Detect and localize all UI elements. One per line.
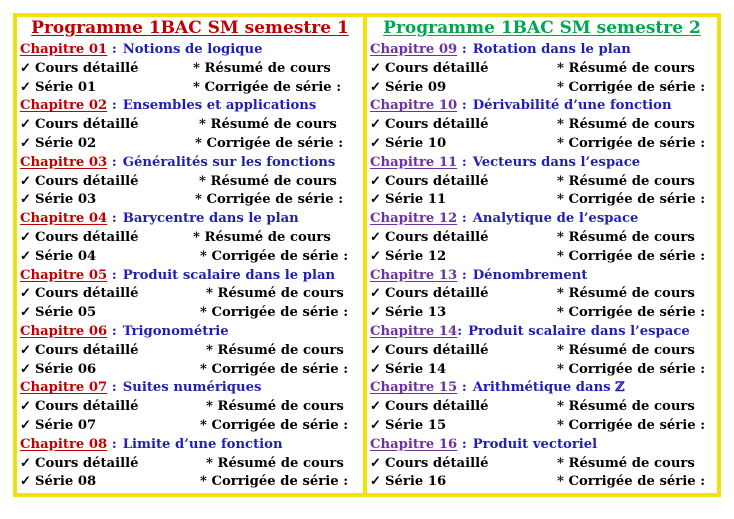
chapter-name[interactable]: Ensembles et applications [122, 98, 317, 114]
check-mark-icon: ✓ [20, 361, 32, 377]
chapter-colon: : [107, 436, 117, 452]
chapter-name[interactable]: Rotation dans le plan [472, 42, 631, 57]
semester-2-chapters [367, 41, 717, 492]
cours-detaille-link[interactable]: Cours détaillé [35, 286, 139, 302]
chapter-heading [17, 210, 363, 229]
check-mark-icon: ✓ [20, 248, 32, 264]
check-mark-icon: ✓ [370, 361, 382, 377]
serie-link[interactable]: Série 14 [385, 361, 447, 377]
cours-line [17, 342, 363, 361]
chapter-heading [367, 97, 717, 116]
check-mark-icon: ✓ [20, 79, 32, 95]
cours-line [367, 116, 717, 135]
serie-link[interactable]: Série 15 [385, 417, 447, 433]
cours-line [367, 173, 717, 192]
corrigee-de-serie-link[interactable]: * Corrigée de série : [200, 417, 349, 433]
cours-line [17, 173, 363, 192]
resume-de-cours-link[interactable]: * Résumé de cours [206, 455, 344, 471]
serie-line [367, 191, 717, 210]
cours-line [367, 60, 717, 79]
chapter-name[interactable]: Vecteurs dans l’espace [472, 154, 641, 170]
corrigee-de-serie-link[interactable]: * Corrigée de série : [200, 474, 349, 490]
chapter-colon: : [457, 211, 467, 227]
semester-2-column [367, 17, 717, 493]
resume-de-cours-link[interactable]: * Résumé de cours [557, 286, 695, 302]
resume-de-cours-link[interactable]: * Résumé de cours [557, 60, 695, 76]
check-mark-icon: ✓ [370, 417, 382, 433]
corrigee-de-serie-link[interactable]: * Corrigée de série : [200, 305, 349, 321]
semester-2-title: Programme 1BAC SM semestre 2 [383, 18, 701, 38]
check-mark-icon: ✓ [20, 417, 32, 433]
chapter-number[interactable]: Chapitre 04 [20, 211, 108, 227]
cours-detaille-link[interactable]: Cours détaillé [385, 60, 489, 76]
chapter-number[interactable]: Chapitre 10 [370, 98, 458, 114]
resume-de-cours-link[interactable]: * Résumé de cours [206, 399, 344, 415]
serie-line [17, 304, 363, 323]
serie-link[interactable]: Série 05 [35, 305, 97, 321]
serie-line [17, 79, 363, 98]
serie-link[interactable]: Série 01 [35, 79, 97, 95]
cours-line [367, 398, 717, 417]
check-mark-icon: ✓ [370, 455, 382, 471]
check-mark-icon: ✓ [20, 399, 32, 415]
chapter-colon: : [107, 211, 117, 227]
chapter-colon: : [107, 154, 117, 170]
chapter-number[interactable]: Chapitre 07 [20, 380, 108, 396]
corrigee-de-serie-link[interactable]: * Corrigée de série : [557, 192, 706, 208]
chapter-number[interactable]: Chapitre 02 [20, 98, 108, 114]
cours-detaille-link[interactable]: Cours détaillé [385, 286, 489, 302]
serie-line [367, 135, 717, 154]
check-mark-icon: ✓ [370, 399, 382, 415]
cours-detaille-link[interactable]: Cours détaillé [385, 455, 489, 471]
check-mark-icon: ✓ [20, 229, 32, 245]
resume-de-cours-link[interactable]: * Résumé de cours [193, 229, 331, 245]
cours-line [17, 229, 363, 248]
chapter-number[interactable]: Chapitre 08 [20, 436, 108, 452]
chapter-name[interactable]: Produit scalaire dans le plan [122, 267, 336, 283]
cours-line [17, 116, 363, 135]
chapter-colon: : [107, 380, 117, 396]
cours-line [367, 229, 717, 248]
chapter-number[interactable]: Chapitre 12 [370, 211, 458, 227]
check-mark-icon: ✓ [370, 248, 382, 264]
chapter-colon: : [457, 42, 467, 57]
chapter-name[interactable]: Produit vectoriel [472, 436, 598, 452]
chapter-name[interactable]: Analytique de l’espace [472, 211, 639, 227]
chapter-heading [367, 154, 717, 173]
cours-detaille-link[interactable]: Cours détaillé [35, 117, 139, 133]
serie-line [17, 361, 363, 380]
cours-line [17, 455, 363, 474]
resume-de-cours-link[interactable]: * Résumé de cours [193, 60, 331, 76]
chapter-heading [367, 267, 717, 286]
resume-de-cours-link[interactable]: * Résumé de cours [206, 342, 344, 358]
chapter-colon: : [107, 267, 117, 283]
corrigee-de-serie-link[interactable]: * Corrigée de série : [195, 192, 344, 208]
cours-detaille-link[interactable]: Cours détaillé [35, 229, 139, 245]
corrigee-de-serie-link[interactable]: * Corrigée de série : [200, 361, 349, 377]
chapter-name[interactable]: Limite d’une fonction [122, 436, 283, 452]
chapter-number[interactable]: Chapitre 13 [370, 267, 458, 283]
cours-line [367, 285, 717, 304]
cours-detaille-link[interactable]: Cours détaillé [385, 117, 489, 133]
resume-de-cours-link[interactable]: * Résumé de cours [557, 117, 695, 133]
serie-line [17, 248, 363, 267]
chapter-colon: : [457, 380, 467, 396]
program-frame [13, 13, 721, 497]
resume-de-cours-link[interactable]: * Résumé de cours [206, 286, 344, 302]
cours-detaille-link[interactable]: Cours détaillé [35, 342, 139, 358]
serie-line [367, 417, 717, 436]
cours-detaille-link[interactable]: Cours détaillé [385, 399, 489, 415]
chapter-number[interactable]: Chapitre 01 [20, 42, 108, 57]
chapter-heading [17, 323, 363, 342]
chapter-colon: : [457, 323, 463, 339]
chapter-colon: : [107, 42, 117, 57]
check-mark-icon: ✓ [370, 79, 382, 95]
check-mark-icon: ✓ [20, 60, 32, 76]
corrigee-de-serie-link[interactable]: * Corrigée de série : [557, 248, 706, 264]
cours-detaille-link[interactable]: Cours détaillé [385, 229, 489, 245]
cours-line [17, 398, 363, 417]
chapter-heading [17, 41, 363, 60]
chapter-colon: : [107, 323, 117, 339]
chapter-name[interactable]: Suites numériques [122, 380, 262, 396]
serie-link[interactable]: Série 16 [385, 474, 447, 490]
cours-line [17, 285, 363, 304]
chapter-name[interactable]: Barycentre dans le plan [122, 211, 299, 227]
cours-line [367, 455, 717, 474]
check-mark-icon: ✓ [20, 117, 32, 133]
check-mark-icon: ✓ [20, 342, 32, 358]
chapter-colon: : [457, 98, 467, 114]
corrigee-de-serie-link[interactable]: * Corrigée de série : [193, 79, 342, 95]
chapter-number[interactable]: Chapitre 16 [370, 436, 458, 452]
serie-link[interactable]: Série 11 [385, 192, 447, 208]
check-mark-icon: ✓ [370, 342, 382, 358]
cours-detaille-link[interactable]: Cours détaillé [35, 173, 139, 189]
semester-1-chapters [17, 41, 363, 492]
chapter-heading [17, 267, 363, 286]
cours-detaille-link[interactable]: Cours détaillé [385, 342, 489, 358]
serie-link[interactable]: Série 07 [35, 417, 97, 433]
resume-de-cours-link[interactable]: * Résumé de cours [199, 173, 337, 189]
serie-line [367, 473, 717, 492]
cours-line [367, 342, 717, 361]
resume-de-cours-link[interactable]: * Résumé de cours [557, 342, 695, 358]
check-mark-icon: ✓ [370, 192, 382, 208]
check-mark-icon: ✓ [20, 305, 32, 321]
check-mark-icon: ✓ [370, 305, 382, 321]
check-mark-icon: ✓ [370, 173, 382, 189]
serie-link[interactable]: Série 09 [385, 79, 447, 95]
cours-line [17, 60, 363, 79]
check-mark-icon: ✓ [20, 286, 32, 302]
chapter-heading [17, 436, 363, 455]
serie-link[interactable]: Série 03 [35, 192, 97, 208]
semester-1-title: Programme 1BAC SM semestre 1 [31, 18, 349, 38]
cours-detaille-link[interactable]: Cours détaillé [35, 399, 139, 415]
chapter-number[interactable]: Chapitre 11 [370, 154, 458, 170]
chapter-heading [17, 154, 363, 173]
corrigee-de-serie-link[interactable]: * Corrigée de série : [557, 417, 706, 433]
resume-de-cours-link[interactable]: * Résumé de cours [557, 229, 695, 245]
check-mark-icon: ✓ [370, 117, 382, 133]
serie-link[interactable]: Série 02 [35, 135, 97, 151]
cours-detaille-link[interactable]: Cours détaillé [35, 60, 139, 76]
resume-de-cours-link[interactable]: * Résumé de cours [199, 117, 337, 133]
chapter-heading [367, 379, 717, 398]
chapter-number[interactable]: Chapitre 06 [20, 323, 108, 339]
chapter-name[interactable]: Dénombrement [472, 267, 588, 283]
chapter-name[interactable]: Notions de logique [122, 42, 263, 57]
serie-line [17, 417, 363, 436]
chapter-colon: : [107, 98, 117, 114]
chapter-colon: : [457, 154, 467, 170]
check-mark-icon: ✓ [370, 229, 382, 245]
serie-link[interactable]: Série 06 [35, 361, 97, 377]
corrigee-de-serie-link[interactable]: * Corrigée de série : [557, 474, 706, 490]
corrigee-de-serie-link[interactable]: * Corrigée de série : [195, 135, 344, 151]
serie-line [367, 361, 717, 380]
chapter-number[interactable]: Chapitre 15 [370, 380, 458, 396]
chapter-name[interactable]: Produit scalaire dans l’espace [468, 323, 690, 339]
serie-line [17, 135, 363, 154]
check-mark-icon: ✓ [20, 135, 32, 151]
chapter-heading [17, 97, 363, 116]
resume-de-cours-link[interactable]: * Résumé de cours [557, 173, 695, 189]
chapter-number[interactable]: Chapitre 05 [20, 267, 108, 283]
chapter-heading [367, 210, 717, 229]
check-mark-icon: ✓ [20, 474, 32, 490]
check-mark-icon: ✓ [20, 173, 32, 189]
chapter-name[interactable]: Arithmétique dans ℤ [472, 380, 625, 396]
chapter-name[interactable]: Dérivabilité d’une fonction [472, 98, 672, 114]
corrigee-de-serie-link[interactable]: * Corrigée de série : [557, 79, 706, 95]
chapter-name[interactable]: Généralités sur les fonctions [122, 154, 336, 170]
serie-link[interactable]: Série 13 [385, 305, 447, 321]
serie-line [367, 304, 717, 323]
resume-de-cours-link[interactable]: * Résumé de cours [557, 455, 695, 471]
serie-line [17, 191, 363, 210]
chapter-number[interactable]: Chapitre 14 [370, 323, 458, 339]
chapter-heading [367, 323, 717, 342]
serie-link[interactable]: Série 08 [35, 474, 97, 490]
serie-line [367, 248, 717, 267]
corrigee-de-serie-link[interactable]: * Corrigée de série : [200, 248, 349, 264]
check-mark-icon: ✓ [20, 455, 32, 471]
serie-link[interactable]: Série 12 [385, 248, 447, 264]
chapter-number[interactable]: Chapitre 03 [20, 154, 108, 170]
cours-detaille-link[interactable]: Cours détaillé [35, 455, 139, 471]
serie-link[interactable]: Série 10 [385, 135, 447, 151]
check-mark-icon: ✓ [370, 60, 382, 76]
check-mark-icon: ✓ [370, 135, 382, 151]
serie-line [17, 473, 363, 492]
chapter-colon: : [457, 436, 467, 452]
cours-detaille-link[interactable]: Cours détaillé [385, 173, 489, 189]
check-mark-icon: ✓ [20, 192, 32, 208]
chapter-name[interactable]: Trigonométrie [122, 323, 229, 339]
corrigee-de-serie-link[interactable]: * Corrigée de série : [557, 361, 706, 377]
corrigee-de-serie-link[interactable]: * Corrigée de série : [557, 305, 706, 321]
serie-line [367, 79, 717, 98]
corrigee-de-serie-link[interactable]: * Corrigée de série : [557, 135, 706, 151]
semester-1-column [17, 17, 367, 493]
chapter-heading [17, 379, 363, 398]
chapter-heading [367, 436, 717, 455]
chapter-heading [367, 41, 717, 60]
serie-link[interactable]: Série 04 [35, 248, 97, 264]
resume-de-cours-link[interactable]: * Résumé de cours [557, 399, 695, 415]
check-mark-icon: ✓ [370, 474, 382, 490]
chapter-colon: : [457, 267, 467, 283]
chapter-number[interactable]: Chapitre 09 [370, 42, 458, 57]
check-mark-icon: ✓ [370, 286, 382, 302]
